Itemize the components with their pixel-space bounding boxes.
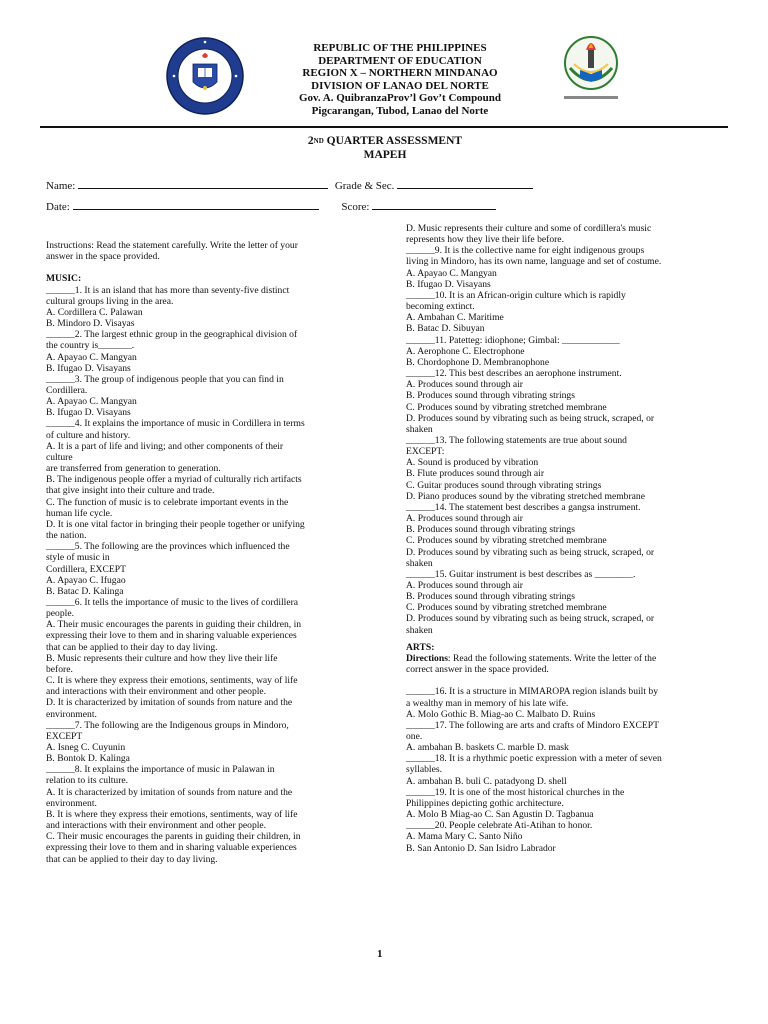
question-line: A. Cordillera C. Palawan (46, 306, 143, 318)
school-header (250, 42, 550, 117)
question-line: A. Ambahan C. Maritime (406, 312, 504, 324)
header-department: DEPARTMENT OF EDUCATION (318, 54, 482, 67)
question-line: that can be applied to their day to day living. (46, 641, 218, 653)
question-line: D. It is one vital factor in bringing their people together or unifying (46, 518, 305, 530)
date-field[interactable] (73, 200, 319, 210)
date-label: Date: (46, 201, 70, 213)
quarter-suffix: ND (313, 137, 324, 145)
question-line: before. (46, 663, 73, 675)
question-line: style of music in (46, 552, 110, 564)
question-line: people. (46, 608, 74, 620)
question-line: B. Mindoro D. Visayas (46, 318, 135, 330)
question-line: B. The indigenous people offer a myriad of culturally rich artifacts (46, 474, 302, 486)
grade-label: Grade & Sec. (334, 180, 395, 192)
question-line: ______11. Patetteg: idiophone; Gimbal: ____________ (406, 334, 620, 346)
question-line: B. Produces sound through vibrating strings (406, 524, 575, 536)
question-line: Philippines depicting gothic architecture. (406, 797, 564, 809)
question-line: A. Produces sound through air (406, 580, 523, 591)
question-line: B. Batac D. Kalinga (46, 585, 124, 597)
question-line: A. Apayao C. Mangyan (46, 351, 137, 363)
question-line: the country is_______. (46, 340, 135, 352)
question-line: D. It is characterized by imitation of sounds from nature and the (46, 697, 293, 709)
question-line: expressing their love to them and in sharing valuable experiences (46, 630, 297, 642)
question-line: C. Produces sound by vibrating stretched membrane (406, 602, 607, 614)
question-line: C. Their music encourages the parents in guiding their children, in (46, 831, 301, 843)
question-line: B. It is where they express their emotions, sentiments, way of life (46, 808, 298, 820)
right-column (406, 223, 662, 854)
question-line: ______14. The statement best describes a gangsa instrument. (406, 501, 641, 513)
question-line: A. It is a part of life and living; and other components of their (46, 440, 284, 452)
question-line: human life cycle. (46, 507, 113, 519)
question-line: EXCEPT (46, 730, 83, 742)
score-field[interactable] (372, 200, 496, 210)
question-line: A. ambahan B. baskets C. marble D. mask (406, 742, 569, 754)
arts-directions (406, 653, 662, 664)
question-line: MUSIC: (46, 273, 82, 285)
question-line: A. Produces sound through air (406, 379, 523, 391)
score-label: Score: (341, 201, 370, 213)
question-line: ______16. It is a structure in MIMAROPA region islands built by (406, 686, 659, 698)
question-line: B. Ifugao D. Visayans (406, 278, 491, 290)
question-line: represents how they live their life before. (406, 234, 564, 246)
question-line: ______6. It tells the importance of music to the lives of cordillera (46, 596, 299, 608)
question-line: B. San Antonio D. San Isidro Labrador (406, 842, 556, 854)
question-line: culture (46, 451, 73, 463)
question-line: D. Produces sound by vibrating such as being struck, scraped, or (406, 613, 655, 625)
question-line: A. Aerophone C. Electrophone (406, 345, 525, 357)
grade-field[interactable] (397, 179, 533, 189)
question-line: and interactions with their environment and other people. (46, 686, 267, 698)
header-region: REGION X – NORTHERN MINDANAO (302, 67, 498, 79)
question-line: B. Music represents their culture and how they live their life (46, 652, 278, 664)
header-republic: REPUBLIC OF THE PHILIPPINES (313, 42, 487, 54)
question-line: ______3. The group of indigenous people that you can find in (46, 373, 284, 385)
question-line: B. Bontok D. Kalinga (46, 753, 130, 765)
question-line: A. Apayao C. Mangyan (406, 267, 497, 279)
question-line: and interactions with their environment and other people. (46, 820, 267, 832)
question-line: ______20. People celebrate Ati-Atihan to honor. (406, 820, 593, 832)
name-label: Name: (46, 180, 76, 192)
question-line: A. Isneg C. Cuyunin (46, 742, 126, 754)
question-line: ______9. It is the collective name for eight indigenous groups (406, 245, 645, 257)
question-line: EXCEPT: (406, 446, 445, 458)
question-line: B. Batac D. Sibuyan (406, 323, 485, 335)
question-line: A. It is characterized by imitation of sounds from nature and the (46, 786, 293, 798)
question-line: Cordillera, EXCEPT (46, 563, 126, 575)
question-line: A. Molo B Miag-ao C. San Agustin D. Tagbanua (406, 809, 594, 821)
question-line: ______7. The following are the Indigenous groups in Mindoro, (46, 719, 289, 731)
question-line: D. Produces sound by vibrating such as being struck, scraped, or (406, 412, 655, 424)
question-line: C. It is where they express their emotions, sentiments, way of life (46, 675, 298, 687)
question-line: environment. (46, 797, 97, 809)
question-line: D. Music represents their culture and some of cordillera's music (406, 223, 652, 234)
question-line: ______17. The following are arts and crafts of Mindoro EXCEPT (406, 719, 659, 731)
question-line: syllables. (406, 764, 442, 776)
question-line: Cordillera. (46, 385, 88, 397)
name-grade-row (46, 179, 533, 192)
question-line: of culture and history. (46, 429, 131, 441)
question-line: A. Molo Gothic B. Miag-ao C. Malbato D. Ruins (406, 708, 596, 720)
question-line: C. Guitar produces sound through vibrating strings (406, 479, 602, 491)
question-line: ______19. It is one of the most historical churches in the (406, 786, 625, 798)
left-column (46, 240, 305, 865)
question-line: cultural groups living in the area. (46, 295, 174, 307)
question-line: answer in the space provided. (46, 251, 160, 263)
division-seal-logo (556, 30, 626, 110)
question-line: that give insight into their culture and trade. (46, 485, 215, 497)
quarter-label: QUARTER ASSESSMENT (323, 135, 463, 147)
question-line: shaken (406, 557, 433, 569)
question-line: becoming extinct. (406, 301, 475, 313)
page-number: 1 (377, 948, 383, 960)
header-division: DIVISION OF LANAO DEL NORTE (311, 79, 489, 92)
header-address-1: Gov. A. QuibranzaProv’l Gov’t Compound (298, 92, 502, 104)
question-line: A. Produces sound through air (406, 513, 523, 525)
question-line: expressing their love to them and in sharing valuable experiences (46, 842, 297, 854)
question-line: A. Apayao C. Ifugao (46, 574, 126, 586)
question-line: are transferred from generation to generation. (46, 463, 221, 475)
question-line: ______13. The following statements are true about sound (406, 434, 627, 446)
question-line: ______15. Guitar instrument is best describes as ________. (406, 568, 636, 580)
directions-text: : Read the following statements. Write the letter of the (447, 652, 657, 664)
question-line: one. (406, 731, 423, 743)
question-line: D. Produces sound by vibrating such as being struck, scraped, or (406, 546, 655, 558)
question-line: shaken (406, 423, 433, 435)
question-line: C. Produces sound by vibrating stretched membrane (406, 535, 607, 547)
question-line: correct answer in the space provided. (406, 664, 549, 676)
quarter-number: 2 (307, 135, 314, 147)
question-line: ______10. It is an African-origin culture which is rapidly (406, 289, 626, 301)
question-line: B. Produces sound through vibrating strings (406, 591, 575, 603)
question-line: ______4. It explains the importance of music in Cordillera in terms (46, 418, 305, 430)
question-line: ______18. It is a rhythmic poetic expression with a meter of seven (406, 753, 662, 765)
arts-heading: ARTS: (406, 641, 435, 653)
question-line: B. Chordophone D. Membranophone (406, 356, 550, 368)
question-line: B. Ifugao D. Visayans (46, 407, 131, 419)
question-line (46, 262, 305, 273)
question-line: shaken (406, 624, 433, 636)
question-line: A. Their music encourages the parents in guiding their children, in (46, 619, 302, 631)
question-line: that can be applied to their day to day living. (46, 853, 218, 865)
question-line: A. Sound is produced by vibration (406, 457, 539, 469)
name-field[interactable] (78, 179, 328, 189)
question-line: A. Mama Mary C. Santo Niño (406, 831, 523, 843)
question-line: C. The function of music is to celebrate important events in the (46, 496, 289, 508)
directions-label: Directions (406, 652, 448, 664)
question-line: relation to its culture. (46, 775, 129, 787)
assessment-title (200, 134, 570, 162)
question-line: ______12. This best describes an aerophone instrument. (406, 368, 622, 380)
question-line: a wealthy man in memory of his late wife. (406, 697, 569, 709)
subject-label: MAPEH (363, 149, 407, 161)
question-line: ______1. It is an island that has more than seventy-five distinct (46, 284, 290, 296)
question-line: D. Piano produces sound by the vibrating stretched membrane (406, 490, 645, 502)
header-address-2: Pigcarangan, Tubod, Lanao del Norte (311, 104, 489, 117)
question-line: B. Ifugao D. Visayans (46, 362, 131, 374)
question-line: B. Produces sound through vibrating strings (406, 390, 575, 402)
question-line: A. Apayao C. Mangyan (46, 396, 137, 408)
question-line: environment. (46, 708, 97, 720)
question-line: ______5. The following are the provinces which influenced the (46, 541, 290, 553)
deped-seal-logo (165, 36, 245, 116)
header-divider (40, 126, 728, 128)
question-line: Instructions: Read the statement carefully. Write the letter of your (46, 240, 298, 251)
question-line: living in Mindoro, has its own name, language and set of costume. (406, 256, 662, 268)
question-line: B. Flute produces sound through air (406, 468, 545, 480)
question-line: the nation. (46, 530, 87, 542)
question-line: C. Produces sound by vibrating stretched membrane (406, 401, 607, 413)
question-line: ______8. It explains the importance of music in Palawan in (46, 764, 275, 776)
date-score-row (46, 200, 496, 213)
question-line: A. ambahan B. buli C. patadyong D. shell (406, 775, 567, 787)
question-line: ______2. The largest ethnic group in the geographical division of (46, 329, 298, 341)
